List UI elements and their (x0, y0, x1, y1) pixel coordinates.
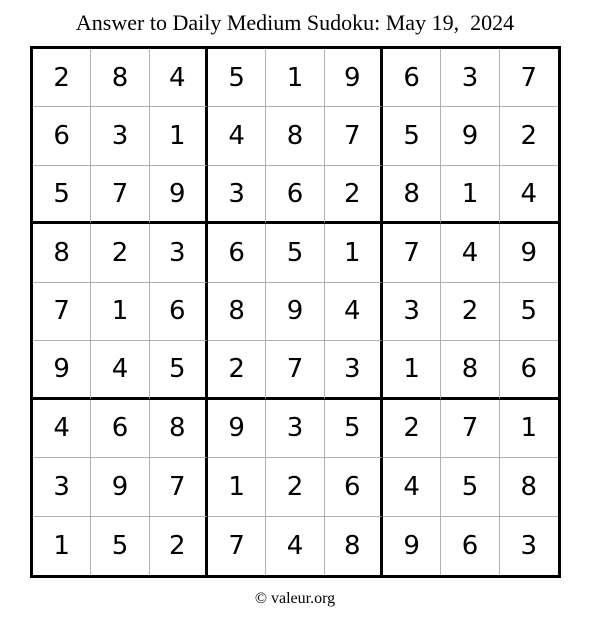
sudoku-cell-r1c4[interactable]: 5 (208, 49, 266, 107)
sudoku-cell-r3c3[interactable]: 9 (150, 166, 208, 224)
sudoku-cell-r9c4[interactable]: 7 (208, 517, 266, 575)
sudoku-cell-r9c1[interactable]: 1 (33, 517, 91, 575)
sudoku-cell-r4c9[interactable]: 9 (500, 224, 558, 282)
sudoku-cell-r5c7[interactable]: 3 (383, 283, 441, 341)
sudoku-cell-r8c1[interactable]: 3 (33, 458, 91, 516)
sudoku-cell-r6c6[interactable]: 3 (325, 341, 383, 399)
sudoku-cell-r8c7[interactable]: 4 (383, 458, 441, 516)
sudoku-cell-r6c8[interactable]: 8 (441, 341, 499, 399)
sudoku-cell-r2c6[interactable]: 7 (325, 107, 383, 165)
sudoku-cell-r8c6[interactable]: 6 (325, 458, 383, 516)
sudoku-cell-r5c5[interactable]: 9 (266, 283, 324, 341)
sudoku-cell-r8c2[interactable]: 9 (91, 458, 149, 516)
sudoku-cell-r7c8[interactable]: 7 (441, 400, 499, 458)
sudoku-cell-r7c3[interactable]: 8 (150, 400, 208, 458)
sudoku-cell-r4c5[interactable]: 5 (266, 224, 324, 282)
sudoku-cell-r1c7[interactable]: 6 (383, 49, 441, 107)
sudoku-cell-r4c2[interactable]: 2 (91, 224, 149, 282)
sudoku-cell-r9c2[interactable]: 5 (91, 517, 149, 575)
sudoku-cell-r9c6[interactable]: 8 (325, 517, 383, 575)
sudoku-cell-r5c6[interactable]: 4 (325, 283, 383, 341)
sudoku-cell-r6c5[interactable]: 7 (266, 341, 324, 399)
sudoku-cell-r1c5[interactable]: 1 (266, 49, 324, 107)
sudoku-cell-r9c5[interactable]: 4 (266, 517, 324, 575)
sudoku-cell-r6c7[interactable]: 1 (383, 341, 441, 399)
sudoku-cell-r4c6[interactable]: 1 (325, 224, 383, 282)
sudoku-cell-r5c9[interactable]: 5 (500, 283, 558, 341)
sudoku-cell-r8c5[interactable]: 2 (266, 458, 324, 516)
sudoku-cell-r3c9[interactable]: 4 (500, 166, 558, 224)
sudoku-cell-r2c5[interactable]: 8 (266, 107, 324, 165)
sudoku-cell-r2c9[interactable]: 2 (500, 107, 558, 165)
sudoku-cell-r1c1[interactable]: 2 (33, 49, 91, 107)
sudoku-cell-r8c3[interactable]: 7 (150, 458, 208, 516)
sudoku-cell-r3c1[interactable]: 5 (33, 166, 91, 224)
sudoku-cell-r9c8[interactable]: 6 (441, 517, 499, 575)
sudoku-cell-r1c2[interactable]: 8 (91, 49, 149, 107)
sudoku-cell-r2c8[interactable]: 9 (441, 107, 499, 165)
sudoku-cell-r6c3[interactable]: 5 (150, 341, 208, 399)
sudoku-cell-r9c3[interactable]: 2 (150, 517, 208, 575)
sudoku-cell-r1c8[interactable]: 3 (441, 49, 499, 107)
sudoku-cell-r1c6[interactable]: 9 (325, 49, 383, 107)
sudoku-cell-r6c9[interactable]: 6 (500, 341, 558, 399)
sudoku-cell-r5c8[interactable]: 2 (441, 283, 499, 341)
sudoku-cell-r2c2[interactable]: 3 (91, 107, 149, 165)
sudoku-cell-r7c9[interactable]: 1 (500, 400, 558, 458)
sudoku-cell-r3c2[interactable]: 7 (91, 166, 149, 224)
sudoku-cell-r3c5[interactable]: 6 (266, 166, 324, 224)
sudoku-cell-r2c7[interactable]: 5 (383, 107, 441, 165)
page-title: Answer to Daily Medium Sudoku: May 19, 2024 (75, 10, 515, 35)
sudoku-cell-r9c9[interactable]: 3 (520, 530, 538, 561)
sudoku-cell-r1c9[interactable]: 7 (500, 49, 558, 107)
sudoku-cell-r7c4[interactable]: 9 (208, 400, 266, 458)
sudoku-cell-r7c7[interactable]: 2 (383, 400, 441, 458)
sudoku-cell-r5c4[interactable]: 8 (208, 283, 266, 341)
sudoku-cell-r2c4[interactable]: 4 (208, 107, 266, 165)
sudoku-cell-r3c6[interactable]: 2 (325, 166, 383, 224)
sudoku-cell-r2c3[interactable]: 1 (150, 107, 208, 165)
sudoku-cell-r8c4[interactable]: 1 (208, 458, 266, 516)
sudoku-cell-r4c4[interactable]: 6 (208, 224, 266, 282)
sudoku-cell-r7c1[interactable]: 4 (33, 400, 91, 458)
sudoku-cell-r7c2[interactable]: 6 (91, 400, 149, 458)
sudoku-cell-r8c8[interactable]: 5 (441, 458, 499, 516)
sudoku-cell-r4c8[interactable]: 4 (441, 224, 499, 282)
sudoku-board (30, 46, 561, 578)
sudoku-cell-r3c8[interactable]: 1 (441, 166, 499, 224)
sudoku-cell-r6c2[interactable]: 4 (91, 341, 149, 399)
sudoku-cell-r3c7[interactable]: 8 (383, 166, 441, 224)
sudoku-cell-r4c1[interactable]: 8 (33, 224, 91, 282)
sudoku-cell-r3c4[interactable]: 3 (208, 166, 266, 224)
sudoku-cell-r8c9[interactable]: 8 (500, 458, 558, 516)
sudoku-cell-r5c2[interactable]: 1 (91, 283, 149, 341)
sudoku-cell-r7c6[interactable]: 5 (325, 400, 383, 458)
sudoku-cell-r6c4[interactable]: 2 (208, 341, 266, 399)
sudoku-cell-r4c3[interactable]: 3 (150, 224, 208, 282)
sudoku-cell-r2c1[interactable]: 6 (33, 107, 91, 165)
sudoku-cell-r7c5[interactable]: 3 (266, 400, 324, 458)
sudoku-cell-r6c1[interactable]: 9 (33, 341, 91, 399)
sudoku-cell-r9c7[interactable]: 9 (383, 517, 441, 575)
sudoku-cell-r1c3[interactable]: 4 (150, 49, 208, 107)
sudoku-cell-r4c7[interactable]: 7 (383, 224, 441, 282)
sudoku-cell-r5c3[interactable]: 6 (150, 283, 208, 341)
footer-credit: © valeur.org (254, 590, 336, 607)
sudoku-cell-r5c1[interactable]: 7 (33, 283, 91, 341)
